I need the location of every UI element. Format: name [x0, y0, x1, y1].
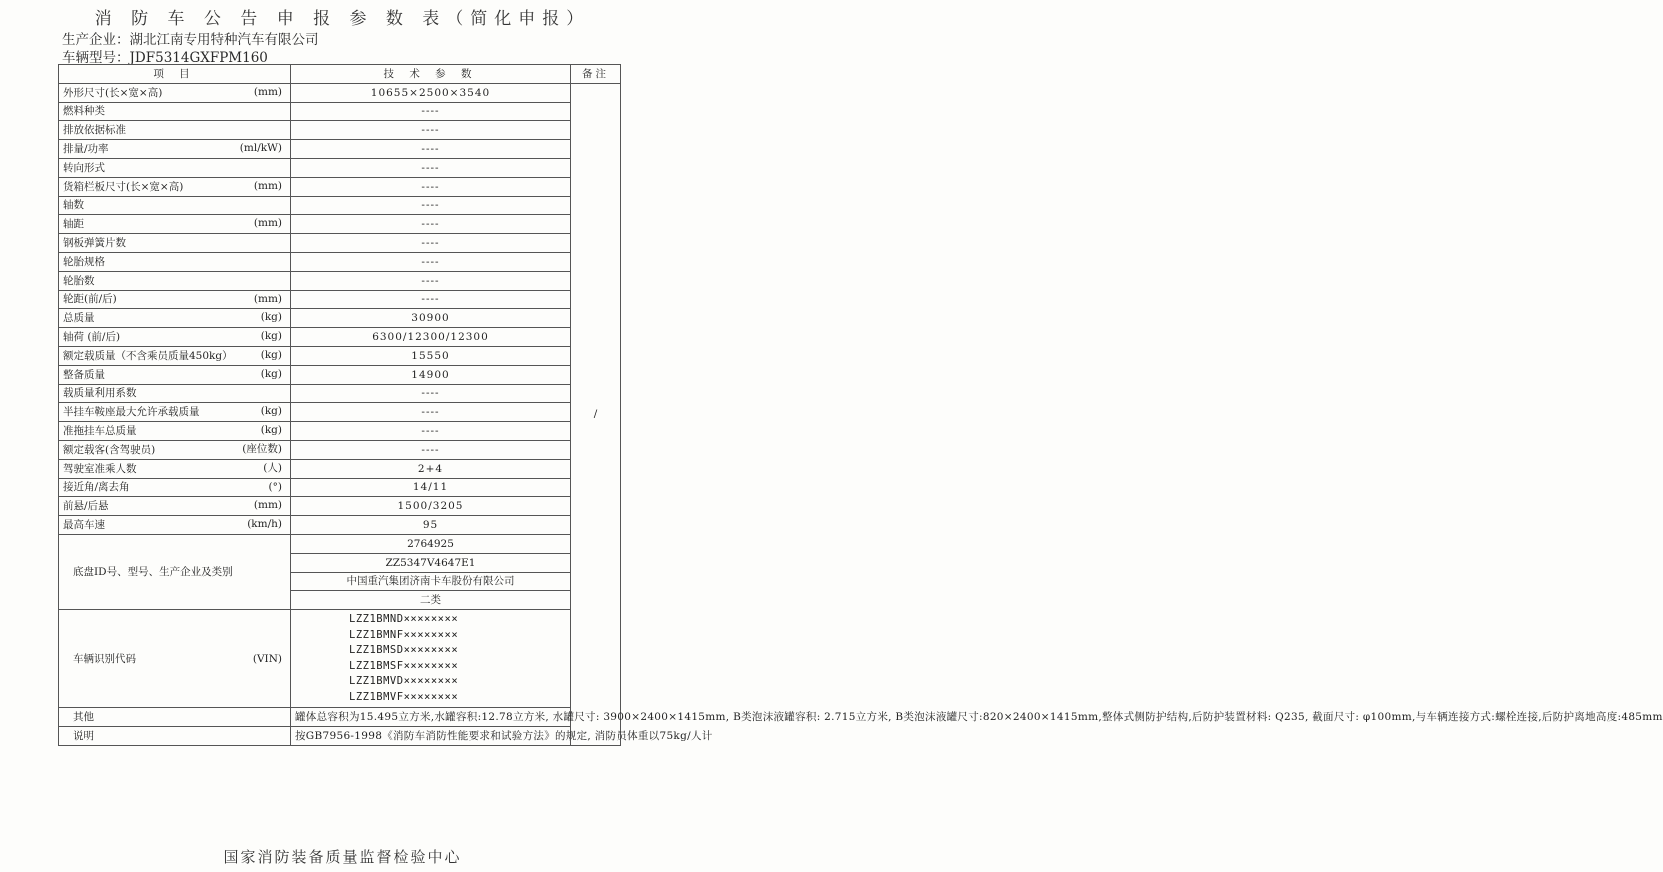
param-value: ---- — [291, 140, 571, 159]
param-label: 燃料种类 — [63, 105, 105, 118]
param-cell — [59, 422, 291, 441]
table-row — [59, 158, 621, 177]
param-label: 总质量 — [63, 312, 95, 325]
param-value: ---- — [291, 215, 571, 234]
param-cell — [59, 196, 291, 215]
param-label: 额定载客(含驾驶员) — [63, 443, 156, 456]
param-unit: (kg) — [260, 311, 282, 324]
param-cell — [59, 328, 291, 347]
param-cell — [59, 440, 291, 459]
chassis-row — [59, 534, 621, 553]
company-line — [62, 28, 319, 48]
table-row — [59, 422, 621, 441]
param-cell — [59, 365, 291, 384]
param-unit: (°) — [268, 480, 282, 493]
other-text: 罐体总容积为15.495立方米,水罐容积:12.78立方米, 水罐尺寸: 3900×2400×1415mm, B类泡沫液罐容积: 2.715立方米, B类泡沫液罐尺寸:820×2400×1415mm,整体式侧防护结构,后防护装置材料: Q235, 截面尺寸: φ100mm,与车辆连接方式:螺栓连接,后防护离地高度:485mm — [291, 708, 571, 727]
param-value: ---- — [291, 252, 571, 271]
param-cell — [59, 252, 291, 271]
vin-value: LZZ1BMND×××××××× — [349, 613, 459, 626]
param-unit: (mm) — [253, 85, 282, 98]
table-row — [59, 478, 621, 497]
company-name: 湖北江南专用特种汽车有限公司 — [129, 32, 319, 48]
param-label: 排量/功率 — [63, 143, 109, 156]
param-unit: (mm) — [253, 217, 282, 230]
vin-value: LZZ1BMVF×××××××× — [349, 690, 459, 703]
vin-label: 车辆识别代码 — [73, 652, 136, 665]
vin-value: LZZ1BMSF×××××××× — [349, 659, 459, 672]
param-cell — [59, 403, 291, 422]
param-unit: (kg) — [260, 367, 282, 380]
param-label: 前悬/后悬 — [63, 500, 109, 513]
param-value: ---- — [291, 290, 571, 309]
param-label: 额定载质量（不含乘员质量450kg） — [63, 349, 233, 362]
header-note: 备注 — [571, 65, 621, 84]
param-label: 整备质量 — [63, 368, 105, 381]
chassis-label: 底盘ID号、型号、生产企业及类别 — [59, 534, 291, 609]
param-label: 轴距 — [63, 218, 84, 231]
param-label: 轮胎规格 — [63, 255, 105, 268]
table-row — [59, 290, 621, 309]
param-value: ---- — [291, 422, 571, 441]
param-label: 驾驶室准乘人数 — [63, 462, 137, 475]
param-label: 钢板弹簧片数 — [63, 237, 126, 250]
chassis-value: 中国重汽集团济南卡车股份有限公司 — [291, 572, 571, 591]
param-value: ---- — [291, 177, 571, 196]
param-value: ---- — [291, 271, 571, 290]
param-label: 排放依据标准 — [63, 124, 126, 137]
param-cell — [59, 459, 291, 478]
header-tech: 技 术 参 数 — [291, 65, 571, 84]
param-value: ---- — [291, 403, 571, 422]
param-cell — [59, 215, 291, 234]
table-row — [59, 121, 621, 140]
vin-values-cell — [291, 610, 571, 708]
param-label: 转向形式 — [63, 161, 105, 174]
param-value: ---- — [291, 121, 571, 140]
chassis-value: 2764925 — [291, 534, 571, 553]
param-value: 2+4 — [291, 459, 571, 478]
vin-list — [291, 610, 570, 707]
param-unit: (mm) — [253, 179, 282, 192]
chassis-value: 二类 — [291, 591, 571, 610]
param-value: 1500/3205 — [291, 497, 571, 516]
param-value: 30900 — [291, 309, 571, 328]
table-row — [59, 83, 621, 102]
param-cell — [59, 121, 291, 140]
param-label: 货箱栏板尺寸(长×宽×高) — [63, 180, 184, 193]
chassis-value: ZZ5347V4647E1 — [291, 553, 571, 572]
table-row — [59, 309, 621, 328]
table-row — [59, 234, 621, 253]
vin-unit: (VIN) — [252, 652, 282, 665]
param-cell — [59, 497, 291, 516]
param-cell — [59, 234, 291, 253]
param-cell — [59, 516, 291, 535]
table-row — [59, 102, 621, 121]
param-unit: (人) — [263, 461, 282, 474]
param-cell — [59, 309, 291, 328]
note-column: / — [571, 83, 621, 745]
param-unit: (km/h) — [247, 518, 282, 531]
param-value: 6300/12300/12300 — [291, 328, 571, 347]
param-cell — [59, 271, 291, 290]
vin-label-cell — [59, 610, 291, 708]
param-value: 14/11 — [291, 478, 571, 497]
table-row — [59, 403, 621, 422]
table-row — [59, 365, 621, 384]
parameter-table — [58, 64, 1663, 746]
param-unit: (mm) — [253, 292, 282, 305]
param-cell — [59, 290, 291, 309]
param-cell — [59, 102, 291, 121]
param-cell — [59, 384, 291, 403]
param-unit: (mm) — [253, 499, 282, 512]
footer-organization: 国家消防装备质量监督检验中心 — [223, 848, 462, 866]
param-value: ---- — [291, 196, 571, 215]
table-row — [59, 440, 621, 459]
header-item: 项 目 — [59, 65, 291, 84]
remark-label: 说明 — [59, 726, 291, 745]
vin-row — [59, 610, 621, 708]
table-row — [59, 271, 621, 290]
table-row — [59, 516, 621, 535]
remark-row — [59, 726, 621, 745]
param-cell — [59, 177, 291, 196]
table-row — [59, 328, 621, 347]
other-label: 其他 — [59, 708, 291, 727]
param-label: 接近角/离去角 — [63, 481, 130, 494]
model-label: 车辆型号： — [62, 50, 130, 66]
param-unit: (ml/kW) — [239, 142, 282, 155]
param-value: ---- — [291, 384, 571, 403]
param-label: 半挂车鞍座最大允许承载质量 — [63, 406, 200, 419]
model-number: JDF5314GXFPM160 — [129, 50, 268, 66]
param-cell — [59, 83, 291, 102]
param-unit: (kg) — [260, 405, 282, 418]
table-row — [59, 140, 621, 159]
param-label: 最高车速 — [63, 519, 105, 532]
param-value: 14900 — [291, 365, 571, 384]
remark-text: 按GB7956-1998《消防车消防性能要求和试验方法》的规定, 消防员体重以75kg/人计 — [291, 726, 571, 745]
vin-value: LZZ1BMSD×××××××× — [349, 644, 459, 657]
param-label: 轴荷 (前/后) — [63, 331, 121, 344]
table-header-row — [59, 65, 621, 84]
page-title: 消 防 车 公 告 申 报 参 数 表（简化申报） — [94, 9, 591, 29]
param-label: 轴数 — [63, 199, 84, 212]
param-cell — [59, 346, 291, 365]
table-row — [59, 177, 621, 196]
vin-value: LZZ1BMVD×××××××× — [349, 675, 459, 688]
table-row — [59, 384, 621, 403]
param-cell — [59, 158, 291, 177]
vin-value: LZZ1BMNF×××××××× — [349, 628, 459, 641]
param-label: 轮距(前/后) — [63, 293, 117, 306]
param-unit: (座位数) — [242, 442, 282, 455]
model-line — [62, 46, 268, 66]
company-label: 生产企业： — [62, 32, 130, 48]
param-value: ---- — [291, 440, 571, 459]
table-row — [59, 196, 621, 215]
param-label: 准拖挂车总质量 — [63, 425, 137, 438]
param-value: ---- — [291, 158, 571, 177]
param-cell — [59, 140, 291, 159]
param-label: 载质量利用系数 — [63, 387, 137, 400]
param-value: ---- — [291, 234, 571, 253]
param-value: 95 — [291, 516, 571, 535]
param-label: 外形尺寸(长×宽×高) — [63, 86, 163, 99]
param-value: 10655×2500×3540 — [291, 83, 571, 102]
param-unit: (kg) — [260, 348, 282, 361]
param-unit: (kg) — [260, 424, 282, 437]
table-row — [59, 215, 621, 234]
param-unit: (kg) — [260, 330, 282, 343]
table-row — [59, 459, 621, 478]
table-row — [59, 497, 621, 516]
param-value: 15550 — [291, 346, 571, 365]
other-row — [59, 708, 621, 727]
param-value: ---- — [291, 102, 571, 121]
param-label: 轮胎数 — [63, 274, 95, 287]
table-row — [59, 252, 621, 271]
table-row — [59, 346, 621, 365]
param-cell — [59, 478, 291, 497]
